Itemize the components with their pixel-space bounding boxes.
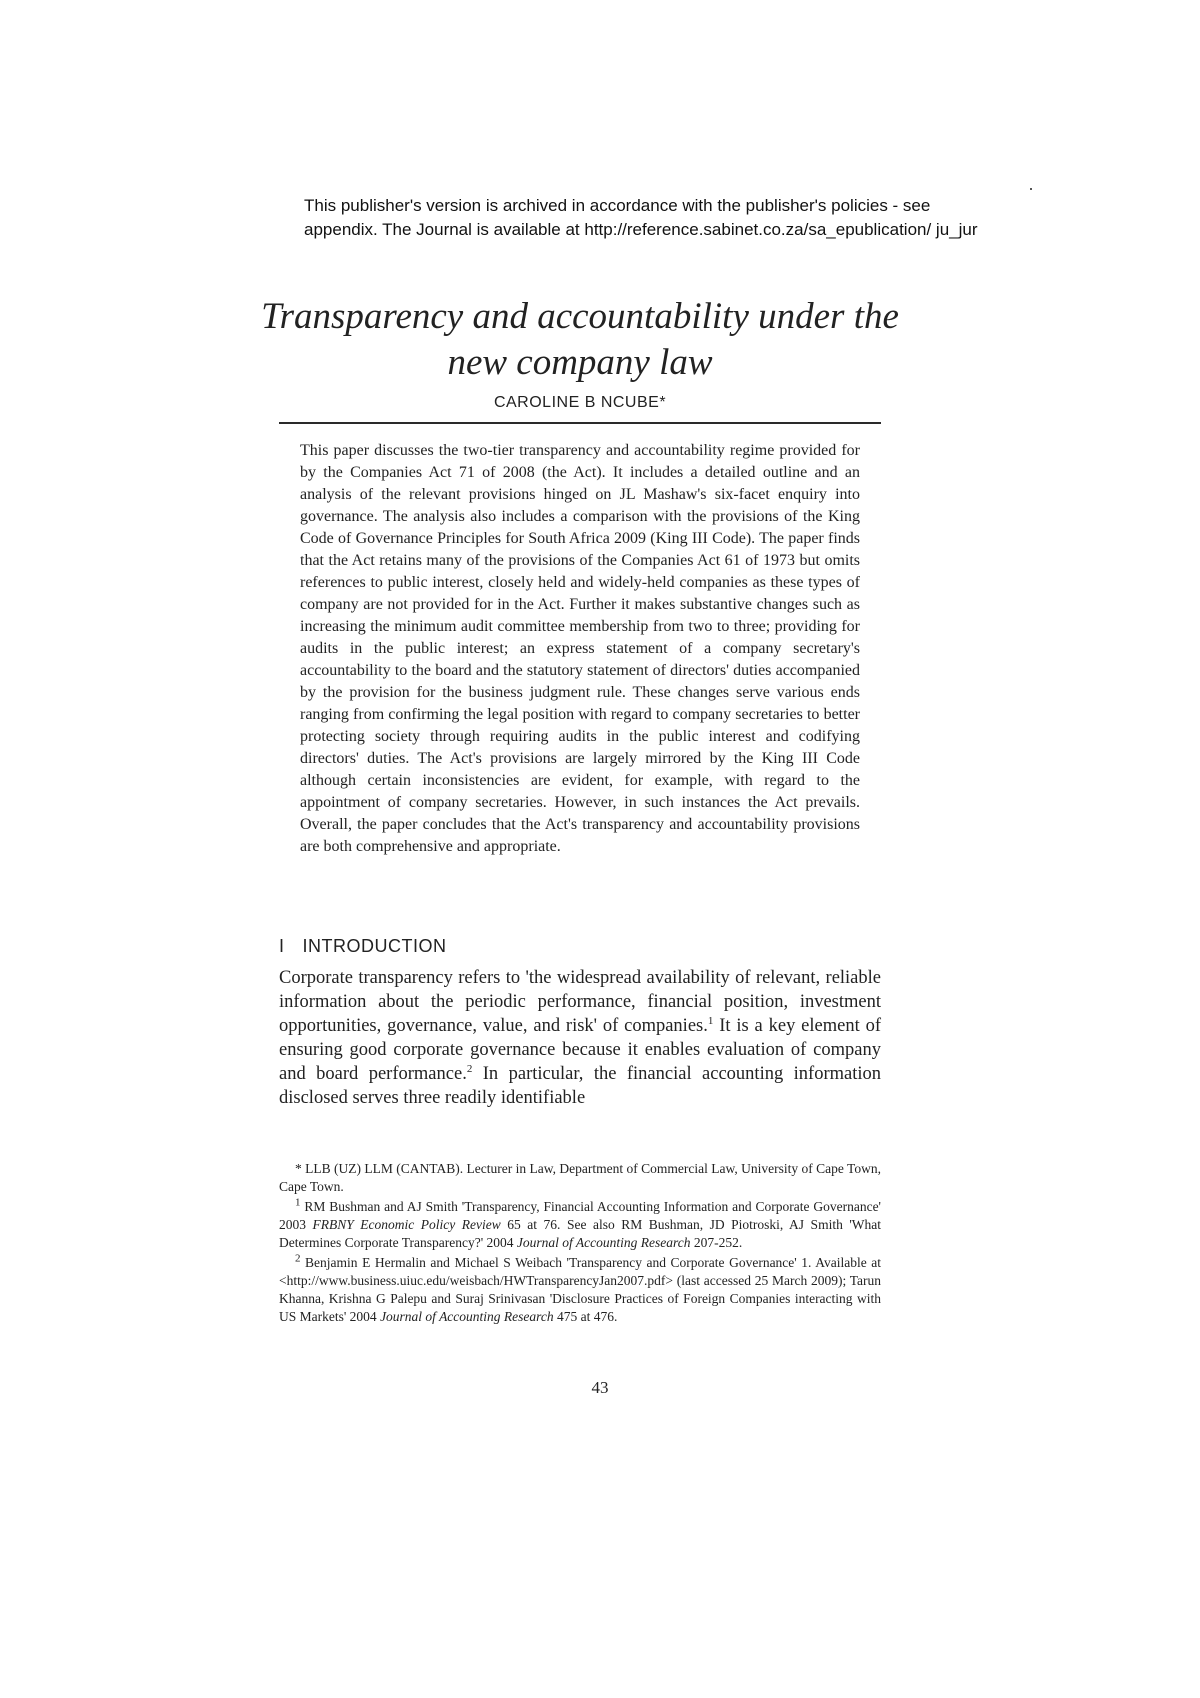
- body-paragraph-text: [279, 966, 881, 1110]
- page-number: 43: [591, 1378, 609, 1397]
- footnote-ref-2: 2: [466, 1062, 473, 1075]
- abstract: [300, 440, 860, 858]
- section-heading: [279, 936, 447, 957]
- author-name: CAROLINE B NCUBE*: [493, 394, 667, 411]
- article-title-line-1: Transparency and accountability under the: [261, 296, 899, 337]
- title-divider: [279, 422, 881, 424]
- footnote-author-text: * LLB (UZ) LLM (CANTAB). Lecturer in Law, Department of Commercial Law, University of Cape Town, Cape Town.: [279, 1161, 881, 1194]
- footnote-1-text-b: 65 at 76. See also RM Bushman, JD Piotroski, AJ Smith 'What Determines Corporate Transparency?' 2004: [279, 1217, 882, 1250]
- footnote-1-journal-2: Journal of Accounting Research: [516, 1235, 691, 1250]
- footnote-2-text-b: 475 at 476.: [553, 1309, 618, 1324]
- archive-notice: [304, 194, 994, 242]
- body-text-part-3: In particular, the financial accounting information disclosed serves three readily identifiable: [279, 1064, 881, 1108]
- scan-speck: [1030, 188, 1032, 190]
- footnote-2-journal: Journal of Accounting Research: [380, 1309, 554, 1324]
- footnote-1-text-c: 207-252.: [690, 1235, 743, 1250]
- footnote-2: [279, 1254, 881, 1326]
- article-title: [230, 294, 930, 386]
- footnotes: [279, 1160, 881, 1328]
- section-number: I: [279, 936, 285, 956]
- article-title-line-2: new company law: [447, 342, 713, 383]
- archive-notice-text: This publisher's version is archived in accordance with the publisher's policies - see appendix. The Journal is available at http://reference.sabinet.co.za/sa_epublication/ ju_jur: [304, 196, 978, 239]
- abstract-text: This paper discusses the two-tier transparency and accountability regime provided for by the Companies Act 71 of 2008 (the Act). It includes a detailed outline and an analysis of the relevant provisions hinged on JL Mashaw's six-facet enquiry into governance. The analysis also includes a comparison with the provisions of the King Code of Governance Principles for South Africa 2009 (King III Code). The paper finds that the Act retains many of the provisions of the Companies Act 61 of 1973 but omits references to public interest, closely held and widely-held companies as these types of company are not provided for in the Act. Further it makes substantive changes such as increasing the minimum audit committee membership from two to three; providing for audits in the public interest; an express statement of a company secretary's accountability to the board and the statutory statement of directors' duties accompanied by the provision for the business judgment rule. These changes serve various ends ranging from confirming the legal position with regard to company secretaries to better protecting society through requiring audits in the public interest and codifying directors' duties. The Act's provisions are largely mirrored by the King III Code although certain inconsistencies are evident, for example, with regard to the appointment of company secretaries. However, in such instances the Act prevails. Overall, the paper concludes that the Act's transparency and accountability provisions are both comprehensive and appropriate.: [300, 442, 860, 855]
- footnote-1-journal-1: FRBNY Economic Policy Review: [312, 1217, 501, 1232]
- body-paragraph: [279, 966, 881, 1110]
- footnote-1: [279, 1198, 881, 1252]
- body-text-part-2: It is a key element of ensuring good corporate governance because it enables evaluation of company and board performance.: [279, 1016, 881, 1084]
- footnote-ref-1: 1: [707, 1014, 714, 1027]
- footnote-author: [279, 1160, 881, 1196]
- footnote-2-mark: 2: [295, 1252, 301, 1265]
- body-text-part-1: Corporate transparency refers to 'the widespread availability of relevant, reliable information about the periodic performance, financial position, investment opportunities, governance, value, and risk' of companies.: [279, 968, 881, 1036]
- footnote-2-text-a: Benjamin E Hermalin and Michael S Weibach 'Transparency and Corporate Governance' 1. Available at <http://www.business.uiuc.edu/weisbach/HWTransparencyJan2007.pdf> (last accessed 25 March 2009); Tarun Khanna, Krishna G Palepu and Suraj Srinivasan 'Disclosure Practices of Foreign Companies interacting with US Markets' 2004: [279, 1255, 881, 1324]
- footnote-1-text-a: RM Bushman and AJ Smith 'Transparency, Financial Accounting Information and Corporate Governance' 2003: [279, 1199, 881, 1232]
- footnote-1-mark: 1: [295, 1196, 301, 1209]
- section-title: INTRODUCTION: [302, 936, 447, 956]
